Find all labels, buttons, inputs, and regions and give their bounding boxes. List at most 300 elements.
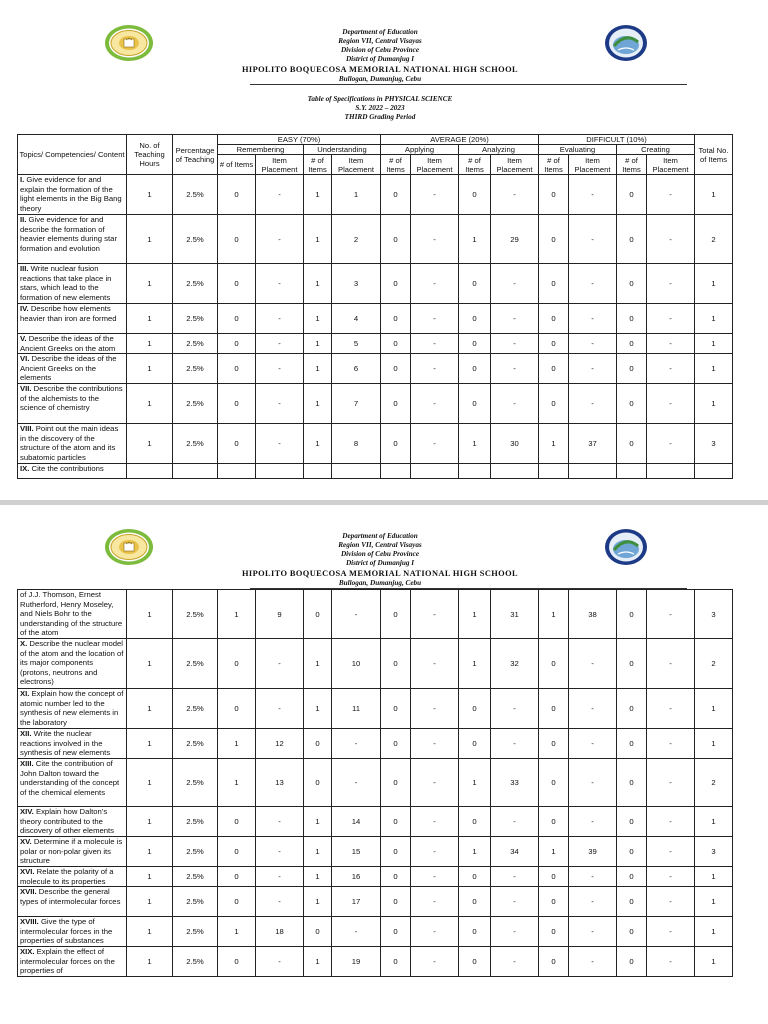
hours-cell: 1 [127, 689, 173, 729]
items-cell: 1 [304, 354, 332, 384]
items-cell: 0 [381, 917, 411, 947]
items-cell: 1 [304, 304, 332, 334]
hours-cell: 1 [127, 947, 173, 977]
placement-cell: - [256, 947, 304, 977]
items-cell: 1 [304, 424, 332, 463]
items-cell [459, 463, 491, 478]
topic-number: XIX. [20, 947, 35, 957]
placement-cell: - [569, 304, 617, 334]
topic-number: V. [20, 334, 27, 343]
items-cell: 1 [304, 175, 332, 215]
topic-cell [18, 590, 127, 639]
percentage-cell: 2.5% [173, 354, 218, 384]
tos-school-year: S.Y. 2022 – 2023 [355, 104, 405, 112]
placement-cell: - [569, 729, 617, 759]
placement-cell: - [647, 590, 695, 639]
topic-number: XIII. [20, 759, 34, 768]
placement-cell: - [411, 384, 459, 424]
header-district: District of Dumanjug I [345, 559, 415, 567]
hours-cell: 1 [127, 590, 173, 639]
placement-cell: - [332, 729, 381, 759]
placement-cell: - [411, 639, 459, 689]
items-cell: 1 [218, 917, 256, 947]
topic-number: VI. [20, 354, 30, 364]
items-cell: 0 [304, 759, 332, 807]
topic-text: Give the type of intermolecular forces in the properties of substances [20, 917, 113, 946]
placement-cell: - [491, 807, 539, 837]
placement-cell: - [256, 807, 304, 837]
topic-text: Give evidence for and explain the formation of the light elements in the Big Bang theory [20, 175, 122, 213]
items-cell [381, 463, 411, 478]
header-region: Region VII, Central Visayas [338, 37, 422, 45]
topic-text: Describe the nuclear model of the atom and the location of its major components (protons, neutrons and electrons) [20, 639, 124, 687]
hours-cell: 1 [127, 807, 173, 837]
total-cell: 1 [695, 887, 733, 917]
hours-cell: 1 [127, 917, 173, 947]
items-cell: 0 [218, 689, 256, 729]
items-cell: 1 [304, 215, 332, 264]
items-cell: 1 [459, 590, 491, 639]
items-cell: 0 [218, 867, 256, 887]
placement-cell: - [411, 264, 459, 304]
placement-cell: - [569, 175, 617, 215]
table-row [18, 689, 733, 729]
col-applying: Applying [381, 145, 459, 155]
placement-cell: 9 [256, 590, 304, 639]
topic-cell [18, 264, 127, 304]
total-cell: 1 [695, 384, 733, 424]
percentage-cell: 2.5% [173, 689, 218, 729]
placement-cell: - [256, 215, 304, 264]
col-placement: Item Placement [256, 155, 304, 175]
topic-number: I. [20, 175, 25, 184]
topic-text: Cite the contribution of John Dalton toward the understanding of the concept of the chemical elements [20, 759, 120, 797]
table-row [18, 424, 733, 463]
topic-cell [18, 759, 127, 807]
total-cell: 1 [695, 867, 733, 887]
topic-number: VIII. [20, 424, 34, 434]
table-row [18, 759, 733, 807]
col-total: Total No. of Items [695, 135, 733, 175]
table-row [18, 384, 733, 424]
items-cell: 0 [381, 175, 411, 215]
placement-cell: 2 [332, 215, 381, 264]
items-cell: 0 [459, 334, 491, 354]
placement-cell: - [569, 759, 617, 807]
placement-cell: - [569, 887, 617, 917]
items-cell: 0 [539, 215, 569, 264]
topic-number: XIV. [20, 807, 34, 816]
topic-number: VII. [20, 384, 32, 394]
placement-cell [256, 463, 304, 478]
items-cell: 0 [617, 917, 647, 947]
placement-cell: 34 [491, 837, 539, 867]
topic-number: XV. [20, 837, 32, 846]
placement-cell: - [411, 759, 459, 807]
items-cell: 0 [539, 639, 569, 689]
placement-cell: - [647, 947, 695, 977]
percentage-cell: 2.5% [173, 947, 218, 977]
placement-cell: - [256, 639, 304, 689]
col-creating: Creating [617, 145, 695, 155]
items-cell: 0 [459, 264, 491, 304]
percentage-cell: 2.5% [173, 729, 218, 759]
placement-cell: - [411, 947, 459, 977]
placement-cell: 16 [332, 867, 381, 887]
items-cell: 0 [459, 384, 491, 424]
col-difficult: DIFFICULT (10%) [539, 135, 695, 145]
header-school-name: HIPOLITO BOQUECOSA MEMORIAL NATIONAL HIGH SCHOOL [242, 65, 518, 74]
placement-cell: - [256, 837, 304, 867]
document-page-2 [0, 505, 768, 1024]
placement-cell: 12 [256, 729, 304, 759]
items-cell: 0 [617, 304, 647, 334]
topic-number: III. [20, 264, 29, 273]
topic-cell [18, 947, 127, 977]
tos-table [17, 134, 733, 479]
placement-cell: - [647, 867, 695, 887]
topic-text: of J.J. Thomson, Ernest Rutherford, Henry Moseley, and Niels Bohr to the understanding of the structure of the atom [20, 590, 123, 638]
total-cell: 3 [695, 424, 733, 463]
placement-cell: 17 [332, 887, 381, 917]
placement-cell: - [411, 354, 459, 384]
topic-text: Describe the contributions of the alchemists to the science of chemistry [20, 384, 123, 413]
topic-cell [18, 334, 127, 354]
items-cell: 1 [218, 729, 256, 759]
items-cell: 0 [539, 807, 569, 837]
items-cell: 0 [617, 759, 647, 807]
percentage-cell: 2.5% [173, 384, 218, 424]
col-placement: Item Placement [569, 155, 617, 175]
total-cell: 2 [695, 215, 733, 264]
placement-cell: 5 [332, 334, 381, 354]
placement-cell: - [491, 354, 539, 384]
items-cell: 1 [218, 590, 256, 639]
percentage-cell: 2.5% [173, 639, 218, 689]
items-cell: 0 [617, 689, 647, 729]
hours-cell: 1 [127, 264, 173, 304]
topic-number: II. [20, 215, 27, 224]
items-cell: 0 [539, 759, 569, 807]
col-items: # of Items [459, 155, 491, 175]
placement-cell: - [411, 917, 459, 947]
items-cell: 0 [218, 807, 256, 837]
topic-number: IX. [20, 463, 30, 473]
placement-cell: - [569, 215, 617, 264]
topic-text: Relate the polarity of a molecule to its properties [20, 867, 114, 886]
placement-cell: - [411, 887, 459, 917]
hours-cell: 1 [127, 304, 173, 334]
items-cell: 0 [218, 354, 256, 384]
placement-cell: - [332, 759, 381, 807]
items-cell: 1 [304, 334, 332, 354]
table-row [18, 463, 733, 478]
col-hours: No. of Teaching Hours [127, 135, 173, 175]
tos-grading-period: THIRD Grading Period [344, 113, 416, 121]
total-cell: 3 [695, 590, 733, 639]
placement-cell: - [411, 175, 459, 215]
items-cell: 1 [459, 424, 491, 463]
total-cell: 3 [695, 837, 733, 867]
table-row [18, 215, 733, 264]
items-cell: 0 [218, 304, 256, 334]
header-department: Department of Education [342, 532, 418, 540]
tos-title: Table of Specifications in PHYSICAL SCIENCE [307, 95, 453, 103]
hours-cell: 1 [127, 729, 173, 759]
items-cell: 0 [381, 304, 411, 334]
col-items: # of Items [539, 155, 569, 175]
total-cell: 1 [695, 334, 733, 354]
placement-cell: - [569, 384, 617, 424]
total-cell: 1 [695, 354, 733, 384]
items-cell: 0 [381, 215, 411, 264]
items-cell: 0 [539, 175, 569, 215]
topic-number: XVII. [20, 887, 37, 897]
placement-cell: - [491, 887, 539, 917]
placement-cell: - [411, 215, 459, 264]
items-cell [539, 463, 569, 478]
items-cell: 1 [459, 759, 491, 807]
items-cell: 0 [539, 264, 569, 304]
items-cell: 0 [617, 807, 647, 837]
items-cell: 1 [459, 837, 491, 867]
placement-cell: - [491, 384, 539, 424]
items-cell: 0 [218, 334, 256, 354]
items-cell: 0 [617, 590, 647, 639]
placement-cell: - [411, 837, 459, 867]
items-cell: 1 [304, 867, 332, 887]
placement-cell: - [491, 334, 539, 354]
items-cell: 0 [218, 837, 256, 867]
topic-cell [18, 175, 127, 215]
percentage-cell: 2.5% [173, 887, 218, 917]
items-cell: 0 [381, 384, 411, 424]
document-page-1 [0, 0, 768, 500]
placement-cell: - [491, 947, 539, 977]
topic-text: Describe the general types of intermolecular forces [20, 887, 121, 906]
placement-cell [411, 463, 459, 478]
col-placement: Item Placement [332, 155, 381, 175]
percentage-cell: 2.5% [173, 215, 218, 264]
items-cell: 0 [381, 867, 411, 887]
percentage-cell: 2.5% [173, 759, 218, 807]
placement-cell: - [491, 304, 539, 334]
topic-text: Describe the ideas of the Ancient Greeks on the elements [20, 354, 117, 383]
percentage-cell: 2.5% [173, 424, 218, 463]
placement-cell: 31 [491, 590, 539, 639]
placement-cell: - [647, 334, 695, 354]
items-cell: 0 [617, 334, 647, 354]
col-placement: Item Placement [411, 155, 459, 175]
topic-text: Explain the effect of intermolecular forces on the properties of [20, 947, 115, 976]
topic-cell [18, 867, 127, 887]
placement-cell: - [647, 759, 695, 807]
table-row [18, 729, 733, 759]
topic-cell [18, 354, 127, 384]
items-cell: 0 [304, 590, 332, 639]
items-cell: 0 [218, 639, 256, 689]
placement-cell: - [647, 264, 695, 304]
items-cell: 0 [617, 837, 647, 867]
items-cell: 0 [381, 639, 411, 689]
placement-cell: - [256, 175, 304, 215]
table-row [18, 639, 733, 689]
placement-cell: 32 [491, 639, 539, 689]
col-evaluating: Evaluating [539, 145, 617, 155]
col-items: # of Items [381, 155, 411, 175]
placement-cell: 4 [332, 304, 381, 334]
items-cell: 0 [381, 424, 411, 463]
table-row [18, 917, 733, 947]
topic-text: Determine if a molecule is polar or non-polar given its structure [20, 837, 123, 866]
items-cell: 1 [304, 887, 332, 917]
placement-cell: - [647, 354, 695, 384]
total-cell [695, 463, 733, 478]
placement-cell: - [491, 264, 539, 304]
items-cell: 0 [539, 867, 569, 887]
percentage-cell: 2.5% [173, 175, 218, 215]
items-cell: 0 [459, 304, 491, 334]
items-cell: 1 [304, 837, 332, 867]
items-cell: 0 [539, 304, 569, 334]
placement-cell: 3 [332, 264, 381, 304]
placement-cell: - [411, 304, 459, 334]
table-row [18, 264, 733, 304]
items-cell: 0 [617, 867, 647, 887]
table-row [18, 807, 733, 837]
topic-cell [18, 689, 127, 729]
topic-text: Write nuclear fusion reactions that take place in stars, which lead to the formation of new elements [20, 264, 112, 302]
items-cell: 0 [617, 384, 647, 424]
topic-cell [18, 639, 127, 689]
topic-cell [18, 807, 127, 837]
placement-cell: - [647, 689, 695, 729]
placement-cell: - [256, 304, 304, 334]
placement-cell: - [256, 354, 304, 384]
hours-cell: 1 [127, 837, 173, 867]
placement-cell: - [569, 264, 617, 304]
hours-cell: 1 [127, 887, 173, 917]
topic-text: Give evidence for and describe the formation of heavier elements during star formation and evolution [20, 215, 117, 253]
items-cell: 0 [304, 729, 332, 759]
hours-cell [127, 463, 173, 478]
col-easy: EASY (70%) [218, 135, 381, 145]
items-cell: 0 [381, 947, 411, 977]
placement-cell: - [647, 639, 695, 689]
items-cell: 0 [617, 264, 647, 304]
col-understanding: Understanding [304, 145, 381, 155]
items-cell: 0 [539, 384, 569, 424]
placement-cell: - [411, 807, 459, 837]
items-cell: 1 [304, 384, 332, 424]
placement-cell: - [256, 384, 304, 424]
placement-cell: 10 [332, 639, 381, 689]
placement-cell: - [256, 887, 304, 917]
hours-cell: 1 [127, 354, 173, 384]
items-cell: 0 [218, 264, 256, 304]
items-cell: 0 [617, 729, 647, 759]
placement-cell: 29 [491, 215, 539, 264]
placement-cell: - [569, 689, 617, 729]
items-cell: 0 [381, 334, 411, 354]
placement-cell [332, 463, 381, 478]
topic-cell [18, 917, 127, 947]
placement-cell: - [411, 334, 459, 354]
items-cell [304, 463, 332, 478]
items-cell: 0 [381, 887, 411, 917]
col-items: # of Items [218, 155, 256, 175]
hours-cell: 1 [127, 384, 173, 424]
items-cell: 0 [381, 689, 411, 729]
placement-cell: - [491, 917, 539, 947]
col-items: # of Items [304, 155, 332, 175]
placement-cell [569, 463, 617, 478]
header-division: Division of Cebu Province [340, 46, 420, 54]
items-cell: 1 [304, 807, 332, 837]
placement-cell: - [332, 590, 381, 639]
placement-cell: - [569, 639, 617, 689]
placement-cell: - [491, 867, 539, 887]
items-cell: 0 [539, 729, 569, 759]
col-topics: Topics/ Competencies/ Content [18, 135, 127, 175]
percentage-cell: 2.5% [173, 264, 218, 304]
placement-cell: - [411, 689, 459, 729]
table-row [18, 867, 733, 887]
topic-cell [18, 304, 127, 334]
placement-cell: - [647, 807, 695, 837]
table-row [18, 354, 733, 384]
placement-cell: 30 [491, 424, 539, 463]
placement-cell: - [256, 867, 304, 887]
total-cell: 1 [695, 917, 733, 947]
placement-cell: 8 [332, 424, 381, 463]
header-divider [250, 84, 687, 85]
items-cell: 0 [218, 215, 256, 264]
table-row [18, 304, 733, 334]
topic-number: XVI. [20, 867, 35, 876]
total-cell: 2 [695, 639, 733, 689]
items-cell: 0 [617, 947, 647, 977]
items-cell: 0 [304, 917, 332, 947]
hours-cell: 1 [127, 759, 173, 807]
placement-cell [647, 463, 695, 478]
topic-text: Describe the ideas of the Ancient Greeks on the atom [20, 334, 116, 353]
items-cell: 1 [539, 590, 569, 639]
items-cell: 0 [459, 175, 491, 215]
total-cell: 1 [695, 304, 733, 334]
placement-cell: 15 [332, 837, 381, 867]
topic-cell [18, 424, 127, 463]
table-row [18, 175, 733, 215]
items-cell: 0 [459, 807, 491, 837]
topic-cell [18, 215, 127, 264]
placement-cell: 19 [332, 947, 381, 977]
placement-cell: 13 [256, 759, 304, 807]
percentage-cell: 2.5% [173, 304, 218, 334]
placement-cell: - [647, 887, 695, 917]
placement-cell: - [647, 215, 695, 264]
topic-cell [18, 384, 127, 424]
total-cell: 1 [695, 175, 733, 215]
items-cell: 0 [539, 947, 569, 977]
placement-cell: - [647, 384, 695, 424]
items-cell: 1 [304, 689, 332, 729]
items-cell: 0 [218, 887, 256, 917]
topic-cell [18, 729, 127, 759]
placement-cell: 38 [569, 590, 617, 639]
percentage-cell: 2.5% [173, 917, 218, 947]
placement-cell: 18 [256, 917, 304, 947]
